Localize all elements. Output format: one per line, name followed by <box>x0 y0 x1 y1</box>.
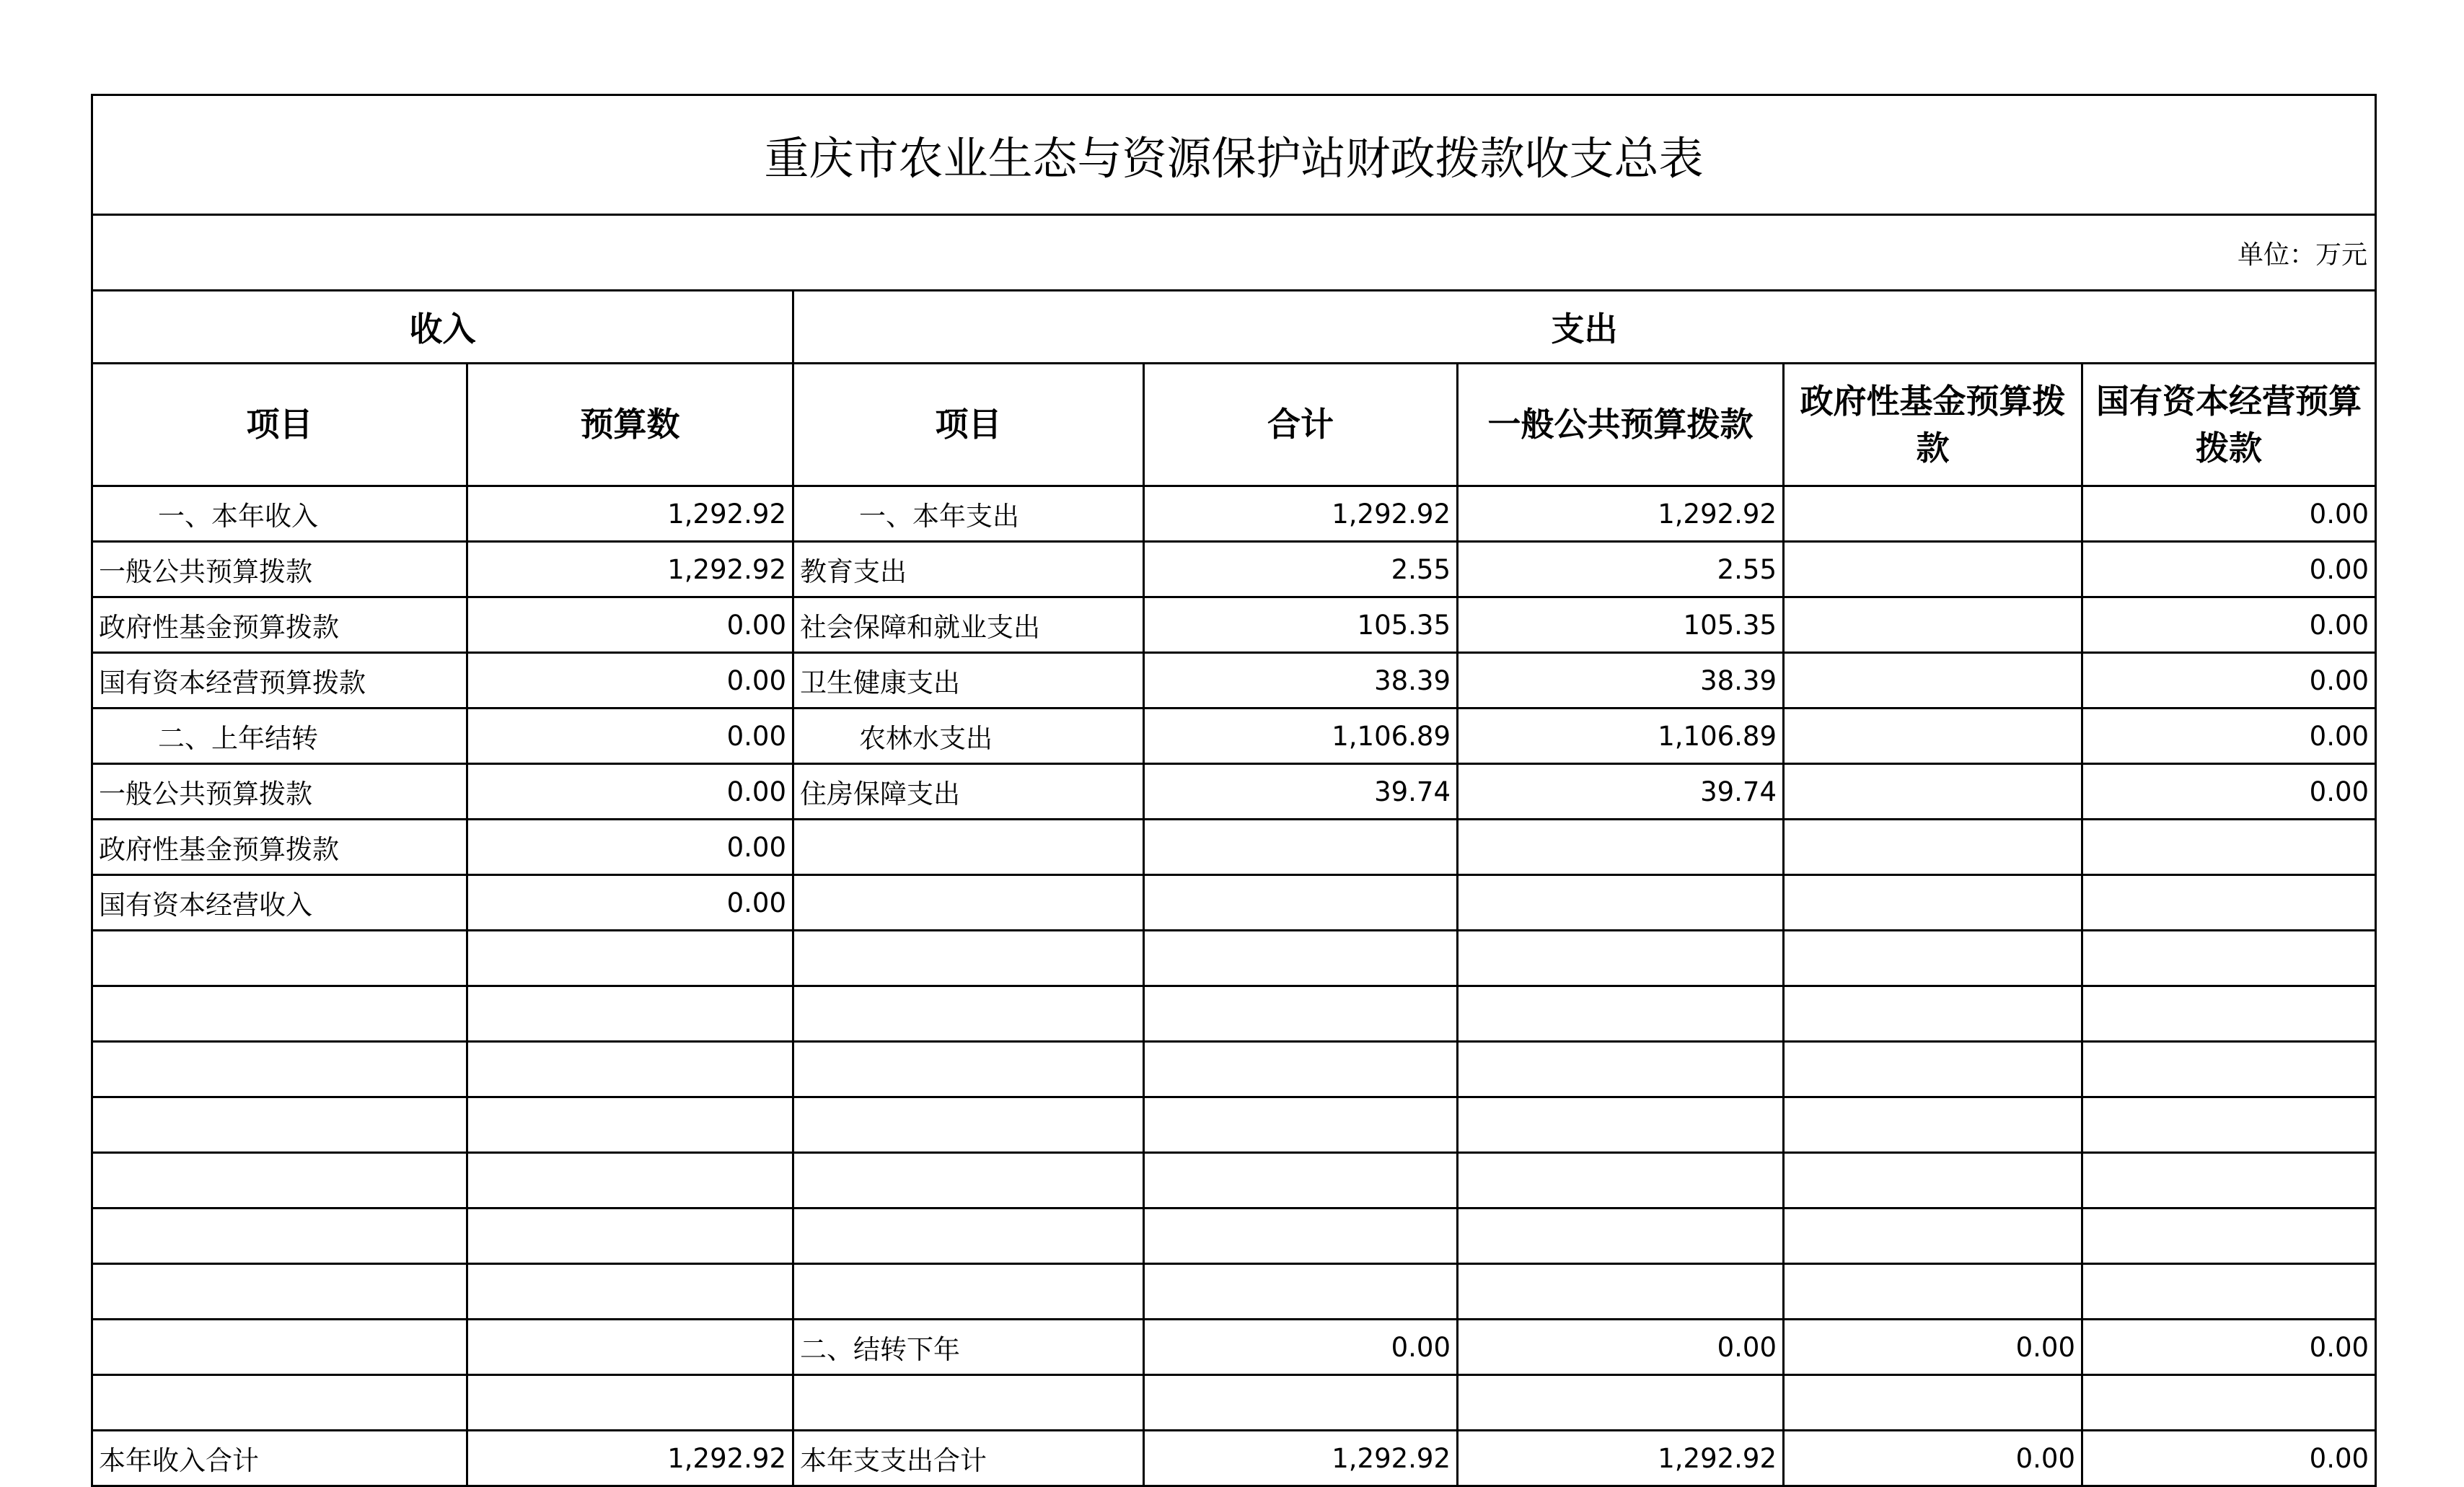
cell-general-budget <box>1458 820 1784 875</box>
table-row <box>92 1097 2376 1153</box>
cell-state-capital: 0.00 <box>2082 653 2376 709</box>
cell-general-budget: 105.35 <box>1458 597 1784 653</box>
cell-gov-fund: 0.00 <box>1784 1431 2082 1486</box>
cell-general-budget <box>1458 1264 1784 1320</box>
cell-income-item <box>92 1097 467 1153</box>
cell-gov-fund <box>1784 1042 2082 1097</box>
cell-total <box>1144 1042 1458 1097</box>
cell-income-budget <box>467 1375 793 1431</box>
cell-state-capital <box>2082 1097 2376 1153</box>
cell-income-item: 一、本年收入 <box>92 486 467 542</box>
cell-expense-item: 社会保障和就业支出 <box>793 597 1144 653</box>
cell-gov-fund <box>1784 764 2082 820</box>
table-row <box>92 653 2376 709</box>
cell-state-capital <box>2082 875 2376 931</box>
cell-income-budget: 1,292.92 <box>467 486 793 542</box>
cell-income-budget <box>467 1209 793 1264</box>
cell-income-item <box>92 1264 467 1320</box>
table-row <box>92 486 2376 542</box>
table-row <box>92 820 2376 875</box>
cell-income-item <box>92 1042 467 1097</box>
cell-income-budget: 0.00 <box>467 820 793 875</box>
table-row <box>92 764 2376 820</box>
cell-expense-item <box>793 1042 1144 1097</box>
cell-state-capital: 0.00 <box>2082 597 2376 653</box>
header-income-item: 项目 <box>92 364 467 486</box>
cell-income-budget: 0.00 <box>467 653 793 709</box>
cell-income-budget <box>467 1097 793 1153</box>
cell-expense-item <box>793 986 1144 1042</box>
cell-income-budget <box>467 986 793 1042</box>
cell-total <box>1144 986 1458 1042</box>
cell-total <box>1144 931 1458 986</box>
cell-state-capital: 0.00 <box>2082 764 2376 820</box>
cell-gov-fund <box>1784 986 2082 1042</box>
table-title: 重庆市农业生态与资源保护站财政拨款收支总表 <box>92 95 2376 215</box>
unit-label: 单位：万元 <box>92 215 2376 291</box>
cell-total: 0.00 <box>1144 1320 1458 1375</box>
cell-total <box>1144 820 1458 875</box>
cell-gov-fund <box>1784 931 2082 986</box>
cell-expense-item <box>793 1097 1144 1153</box>
budget-summary-table <box>91 94 2377 1487</box>
table-row <box>92 1375 2376 1431</box>
cell-total: 39.74 <box>1144 764 1458 820</box>
cell-gov-fund <box>1784 597 2082 653</box>
cell-state-capital <box>2082 820 2376 875</box>
expense-group-header: 支出 <box>793 291 2376 364</box>
cell-income-budget: 0.00 <box>467 597 793 653</box>
cell-expense-item <box>793 1153 1144 1209</box>
cell-expense-item <box>793 820 1144 875</box>
cell-expense-item: 卫生健康支出 <box>793 653 1144 709</box>
cell-gov-fund <box>1784 653 2082 709</box>
cell-general-budget: 2.55 <box>1458 542 1784 597</box>
cell-gov-fund <box>1784 1264 2082 1320</box>
cell-gov-fund <box>1784 1097 2082 1153</box>
cell-total <box>1144 1264 1458 1320</box>
cell-income-item: 政府性基金预算拨款 <box>92 820 467 875</box>
cell-expense-item: 一、本年支出 <box>793 486 1144 542</box>
cell-total <box>1144 1153 1458 1209</box>
cell-income-item: 二、上年结转 <box>92 709 467 764</box>
table-row <box>92 1153 2376 1209</box>
cell-income-item: 本年收入合计 <box>92 1431 467 1486</box>
cell-expense-item <box>793 1375 1144 1431</box>
table-row <box>92 1264 2376 1320</box>
cell-general-budget: 1,292.92 <box>1458 486 1784 542</box>
cell-income-budget <box>467 1320 793 1375</box>
header-gov-fund: 政府性基金预算拨款 <box>1784 364 2082 486</box>
cell-income-item: 国有资本经营预算拨款 <box>92 653 467 709</box>
cell-general-budget: 0.00 <box>1458 1320 1784 1375</box>
cell-income-budget: 1,292.92 <box>467 1431 793 1486</box>
cell-income-item <box>92 1153 467 1209</box>
cell-total: 1,292.92 <box>1144 1431 1458 1486</box>
header-expense-item: 项目 <box>793 364 1144 486</box>
cell-total: 38.39 <box>1144 653 1458 709</box>
cell-general-budget <box>1458 986 1784 1042</box>
cell-state-capital: 0.00 <box>2082 542 2376 597</box>
cell-income-budget: 1,292.92 <box>467 542 793 597</box>
cell-income-budget <box>467 931 793 986</box>
income-group-header: 收入 <box>92 291 793 364</box>
cell-state-capital <box>2082 931 2376 986</box>
cell-expense-item: 教育支出 <box>793 542 1144 597</box>
cell-state-capital: 0.00 <box>2082 1431 2376 1486</box>
table-row <box>92 1431 2376 1486</box>
cell-gov-fund <box>1784 486 2082 542</box>
cell-expense-item <box>793 1264 1144 1320</box>
cell-expense-item: 二、结转下年 <box>793 1320 1144 1375</box>
cell-income-item: 一般公共预算拨款 <box>92 764 467 820</box>
cell-total <box>1144 1375 1458 1431</box>
cell-general-budget: 38.39 <box>1458 653 1784 709</box>
cell-general-budget <box>1458 1153 1784 1209</box>
cell-income-budget: 0.00 <box>467 709 793 764</box>
cell-total: 105.35 <box>1144 597 1458 653</box>
cell-total: 1,292.92 <box>1144 486 1458 542</box>
cell-general-budget: 1,292.92 <box>1458 1431 1784 1486</box>
cell-income-item: 一般公共预算拨款 <box>92 542 467 597</box>
cell-gov-fund <box>1784 875 2082 931</box>
cell-income-budget: 0.00 <box>467 764 793 820</box>
cell-general-budget <box>1458 875 1784 931</box>
cell-gov-fund <box>1784 542 2082 597</box>
cell-gov-fund <box>1784 709 2082 764</box>
cell-general-budget <box>1458 1209 1784 1264</box>
cell-general-budget <box>1458 931 1784 986</box>
cell-state-capital <box>2082 1209 2376 1264</box>
table-row <box>92 1209 2376 1264</box>
cell-expense-item <box>793 1209 1144 1264</box>
cell-total: 1,106.89 <box>1144 709 1458 764</box>
cell-total <box>1144 1209 1458 1264</box>
cell-gov-fund <box>1784 1153 2082 1209</box>
cell-expense-item: 本年支支出合计 <box>793 1431 1144 1486</box>
cell-income-item: 政府性基金预算拨款 <box>92 597 467 653</box>
cell-income-budget <box>467 1042 793 1097</box>
cell-total: 2.55 <box>1144 542 1458 597</box>
cell-general-budget: 1,106.89 <box>1458 709 1784 764</box>
cell-expense-item <box>793 875 1144 931</box>
cell-income-item <box>92 1375 467 1431</box>
cell-gov-fund <box>1784 1375 2082 1431</box>
cell-state-capital <box>2082 1042 2376 1097</box>
table-row <box>92 1042 2376 1097</box>
table-row <box>92 875 2376 931</box>
cell-state-capital <box>2082 1375 2376 1431</box>
header-income-budget: 预算数 <box>467 364 793 486</box>
cell-income-item <box>92 931 467 986</box>
table-row <box>92 542 2376 597</box>
cell-expense-item: 住房保障支出 <box>793 764 1144 820</box>
cell-income-budget <box>467 1264 793 1320</box>
cell-state-capital: 0.00 <box>2082 486 2376 542</box>
cell-income-item: 国有资本经营收入 <box>92 875 467 931</box>
table-row <box>92 931 2376 986</box>
table-row <box>92 709 2376 764</box>
cell-state-capital <box>2082 1153 2376 1209</box>
header-state-capital: 国有资本经营预算拨款 <box>2082 364 2376 486</box>
cell-state-capital <box>2082 1264 2376 1320</box>
cell-gov-fund <box>1784 820 2082 875</box>
header-total: 合计 <box>1144 364 1458 486</box>
cell-general-budget <box>1458 1097 1784 1153</box>
cell-total <box>1144 1097 1458 1153</box>
cell-general-budget <box>1458 1042 1784 1097</box>
cell-income-item <box>92 986 467 1042</box>
header-general-budget: 一般公共预算拨款 <box>1458 364 1784 486</box>
cell-gov-fund: 0.00 <box>1784 1320 2082 1375</box>
cell-state-capital <box>2082 986 2376 1042</box>
cell-general-budget <box>1458 1375 1784 1431</box>
cell-state-capital: 0.00 <box>2082 1320 2376 1375</box>
cell-state-capital: 0.00 <box>2082 709 2376 764</box>
cell-income-item <box>92 1320 467 1375</box>
table-row <box>92 1320 2376 1375</box>
cell-general-budget: 39.74 <box>1458 764 1784 820</box>
table-row <box>92 597 2376 653</box>
cell-total <box>1144 875 1458 931</box>
cell-income-item <box>92 1209 467 1264</box>
cell-income-budget <box>467 1153 793 1209</box>
cell-expense-item: 农林水支出 <box>793 709 1144 764</box>
cell-gov-fund <box>1784 1209 2082 1264</box>
cell-expense-item <box>793 931 1144 986</box>
cell-income-budget: 0.00 <box>467 875 793 931</box>
table-row <box>92 986 2376 1042</box>
